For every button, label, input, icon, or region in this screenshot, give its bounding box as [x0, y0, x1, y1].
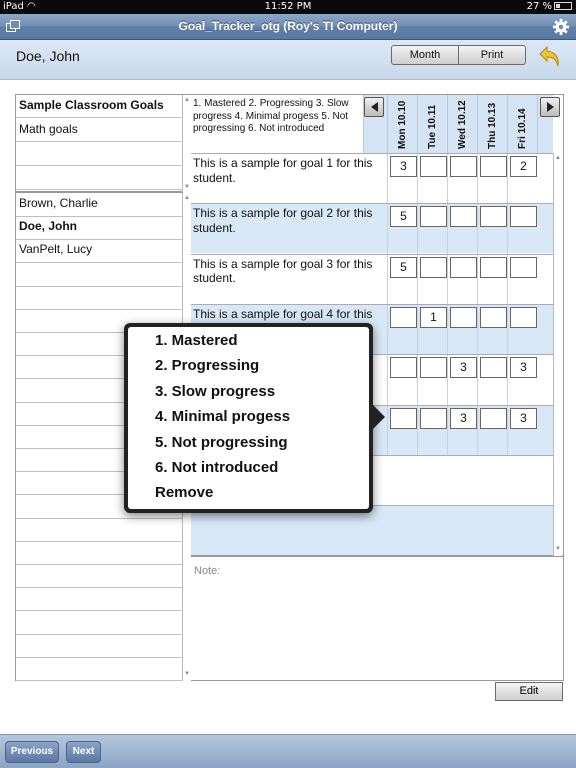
score-box[interactable]: [510, 257, 537, 278]
score-cell: [417, 204, 447, 254]
score-cell: [387, 406, 417, 456]
scroll-up-icon[interactable]: ▲: [555, 155, 561, 161]
score-box[interactable]: [480, 408, 507, 429]
score-cell: [477, 255, 507, 305]
scroll-down-icon[interactable]: ▼: [184, 184, 190, 190]
right-arrow-icon: [546, 102, 556, 112]
score-box[interactable]: 3: [450, 408, 477, 429]
student-row[interactable]: [16, 518, 183, 542]
scroll-down-icon[interactable]: ▼: [555, 546, 561, 552]
score-cell: [387, 305, 417, 355]
score-box[interactable]: [390, 307, 417, 328]
footer-toolbar: [0, 734, 576, 768]
score-menu: [128, 327, 369, 509]
date-column-header[interactable]: [447, 95, 477, 153]
score-cell: [387, 204, 417, 254]
score-box[interactable]: 3: [450, 357, 477, 378]
score-box[interactable]: [420, 206, 447, 227]
date-label: Fri 10.14: [516, 108, 528, 149]
score-box[interactable]: [420, 408, 447, 429]
previous-button[interactable]: Previous: [5, 741, 59, 763]
goal-group-row[interactable]: [16, 143, 183, 166]
student-row[interactable]: [16, 564, 183, 588]
score-box[interactable]: [450, 307, 477, 328]
month-button[interactable]: Month: [391, 45, 459, 65]
score-option[interactable]: 6. Not introduced: [155, 459, 279, 476]
score-cell: [477, 355, 507, 405]
score-box[interactable]: 3: [510, 357, 537, 378]
gear-icon[interactable]: [552, 18, 570, 36]
score-cell: [507, 154, 537, 204]
grid-scrollbar[interactable]: [553, 153, 562, 556]
date-column-header[interactable]: [507, 95, 537, 153]
goal-row[interactable]: [191, 153, 553, 203]
edit-button[interactable]: Edit: [495, 682, 563, 701]
student-header: [0, 40, 576, 80]
student-row[interactable]: [16, 286, 183, 310]
score-box[interactable]: [480, 156, 507, 177]
goal-text: This is a sample for goal 4 for this: [193, 306, 373, 321]
score-legend: 1. Mastered 2. Progressing 3. Slow progress 4. Minimal progess 5. Not progressing 6. Not introduced: [193, 98, 349, 134]
score-option[interactable]: 1. Mastered: [155, 332, 238, 349]
score-cell: [417, 255, 447, 305]
score-box[interactable]: [420, 357, 447, 378]
scroll-up-icon[interactable]: ▲: [184, 97, 190, 103]
score-cell: [387, 255, 417, 305]
student-row[interactable]: [16, 587, 183, 611]
score-box[interactable]: [450, 206, 477, 227]
score-cell: [507, 204, 537, 254]
status-bar: [0, 0, 576, 14]
score-cell: [477, 204, 507, 254]
score-cell: [447, 154, 477, 204]
battery-status: [527, 1, 572, 12]
score-box[interactable]: [420, 156, 447, 177]
title-bar: [0, 14, 576, 40]
score-cell: [447, 355, 477, 405]
score-cell: [447, 305, 477, 355]
prev-week-button[interactable]: [364, 97, 384, 117]
score-box[interactable]: 5: [390, 206, 417, 227]
goal-row[interactable]: [191, 203, 553, 253]
device-name: iPad: [3, 1, 24, 12]
score-cell: [417, 305, 447, 355]
score-popover: [124, 323, 373, 513]
goal-text: This is a sample for goal 3 for this student.: [193, 256, 373, 286]
score-cell: [477, 406, 507, 456]
score-option[interactable]: 3. Slow progress: [155, 382, 276, 400]
score-box[interactable]: [510, 307, 537, 328]
student-row[interactable]: [16, 657, 183, 681]
score-cell: [507, 406, 537, 456]
note-field[interactable]: [191, 556, 564, 681]
student-row[interactable]: VanPelt, Lucy: [16, 239, 183, 263]
goal-group-row[interactable]: Sample Classroom Goals: [16, 95, 183, 118]
score-box[interactable]: [450, 156, 477, 177]
score-cell: [507, 255, 537, 305]
score-box[interactable]: [450, 257, 477, 278]
score-box[interactable]: 1: [420, 307, 447, 328]
left-arrow-icon: [370, 102, 380, 112]
score-option[interactable]: Remove: [155, 484, 214, 502]
score-cell: [507, 305, 537, 355]
wifi-icon: ◠: [27, 1, 36, 12]
goal-text: This is a sample for goal 1 for this student.: [193, 156, 373, 185]
student-row[interactable]: Brown, Charlie: [16, 193, 183, 217]
score-box[interactable]: [480, 307, 507, 328]
clock: 11:52 PM: [264, 1, 312, 12]
score-box[interactable]: 2: [510, 156, 537, 177]
date-column-header[interactable]: [477, 95, 507, 153]
score-cell: [507, 355, 537, 405]
student-row[interactable]: [16, 611, 183, 635]
score-cell: [447, 204, 477, 254]
score-box[interactable]: 5: [390, 257, 417, 278]
date-column-header[interactable]: [417, 95, 447, 153]
score-box[interactable]: [480, 357, 507, 378]
date-label: Tue 10.11: [426, 104, 438, 149]
score-box[interactable]: 3: [510, 408, 537, 429]
next-button[interactable]: Next: [66, 741, 101, 763]
popover-arrow: [372, 404, 386, 430]
date-label: Thu 10.13: [486, 102, 498, 149]
student-row[interactable]: [16, 634, 183, 658]
score-option[interactable]: 2. Progressing: [155, 357, 260, 375]
goal-row[interactable]: [191, 254, 553, 304]
score-box[interactable]: 3: [390, 156, 417, 177]
score-box[interactable]: [390, 357, 417, 378]
score-box[interactable]: [510, 206, 537, 227]
date-label: Wed 10.12: [456, 100, 468, 149]
undo-icon[interactable]: [538, 44, 564, 70]
window-title: Goal_Tracker_otg (Roy's TI Computer): [178, 19, 398, 33]
note-label: Note:: [194, 565, 221, 577]
student-row[interactable]: [16, 541, 183, 565]
student-row[interactable]: Doe, John: [16, 216, 183, 240]
print-button[interactable]: Print: [459, 45, 526, 65]
score-box[interactable]: [480, 257, 507, 278]
score-cell: [477, 154, 507, 204]
score-box[interactable]: [480, 206, 507, 227]
score-cell: [417, 154, 447, 204]
score-cell: [447, 406, 477, 456]
score-cell: [477, 305, 507, 355]
scroll-down-icon[interactable]: ▼: [184, 671, 190, 677]
goal-group-row[interactable]: [16, 167, 183, 190]
score-cell: [387, 154, 417, 204]
score-option[interactable]: 5. Not progressing: [155, 433, 288, 451]
score-cell: [447, 255, 477, 305]
score-cell: [387, 355, 417, 405]
goal-group-row[interactable]: Math goals: [16, 119, 183, 142]
score-cell: [417, 406, 447, 456]
score-box[interactable]: [390, 408, 417, 429]
score-option[interactable]: 4. Minimal progess: [155, 408, 291, 426]
student-name: Doe, John: [16, 48, 80, 64]
score-cell: [417, 355, 447, 405]
date-label: Mon 10.10: [396, 100, 408, 149]
goals-scrollbar[interactable]: [182, 95, 191, 192]
scroll-up-icon[interactable]: ▲: [184, 195, 190, 201]
next-week-button[interactable]: [540, 97, 560, 117]
battery-icon: [554, 2, 572, 10]
goal-text: This is a sample for goal 2 for this student.: [193, 206, 373, 235]
student-row[interactable]: [16, 263, 183, 287]
date-column-header[interactable]: [387, 95, 417, 153]
battery-label: 27 %: [526, 1, 552, 12]
score-box[interactable]: [420, 257, 447, 278]
